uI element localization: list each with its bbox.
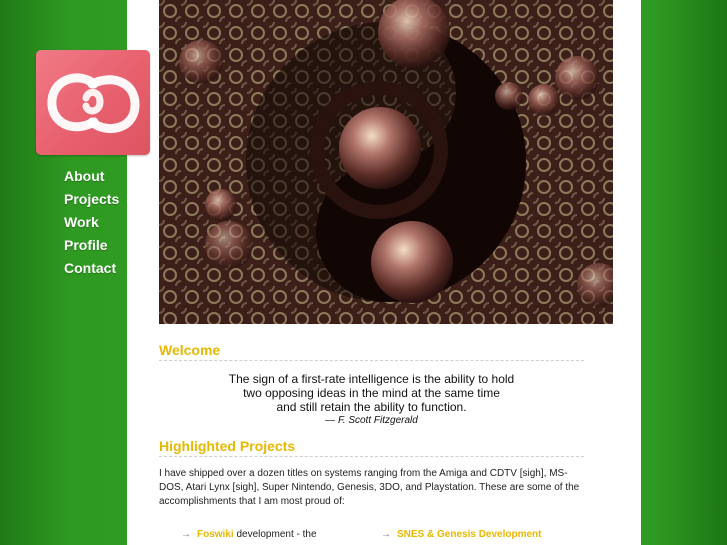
nav-item-profile[interactable]: Profile [64, 237, 108, 253]
main-nav [64, 165, 119, 280]
project-item [181, 529, 317, 540]
project-link-foswiki[interactable]: Foswiki [197, 529, 234, 540]
nav-item-contact[interactable]: Contact [64, 260, 117, 276]
nav-item-projects[interactable]: Projects [64, 191, 120, 207]
site-logo[interactable] [36, 50, 150, 155]
projects-heading: Highlighted Projects [159, 438, 584, 457]
nav-item-work[interactable]: Work [64, 214, 99, 230]
quote-line: two opposing ideas in the mind at the same time [243, 386, 500, 400]
welcome-heading: Welcome [159, 342, 584, 361]
quote-attribution: — F. Scott Fitzgerald [325, 415, 418, 426]
arrow-right-icon: → [181, 529, 191, 540]
fractal-art [159, 0, 613, 324]
project-desc: development - the [233, 529, 317, 540]
nav-item-about[interactable]: About [64, 168, 105, 184]
project-item [381, 529, 542, 540]
hero-fractal-image [159, 0, 613, 324]
quote-line: The sign of a first-rate intelligence is the ability to hold [228, 372, 515, 386]
arrow-right-icon: → [381, 529, 391, 540]
interlocking-rings-logo-icon [36, 50, 150, 155]
project-link-snes-genesis[interactable]: SNES & Genesis Development [397, 529, 542, 540]
projects-intro: I have shipped over a dozen titles on systems ranging from the Amiga and CDTV [sigh], MS-DOS, Atari Lynx [sigh], Super Nintendo, Genesis, 3DO, and Playstation. These are some of the accomplishments that I am most proud of: [159, 468, 580, 507]
quote-line: and still retain the ability to function. [276, 400, 467, 414]
welcome-quote [159, 372, 584, 427]
